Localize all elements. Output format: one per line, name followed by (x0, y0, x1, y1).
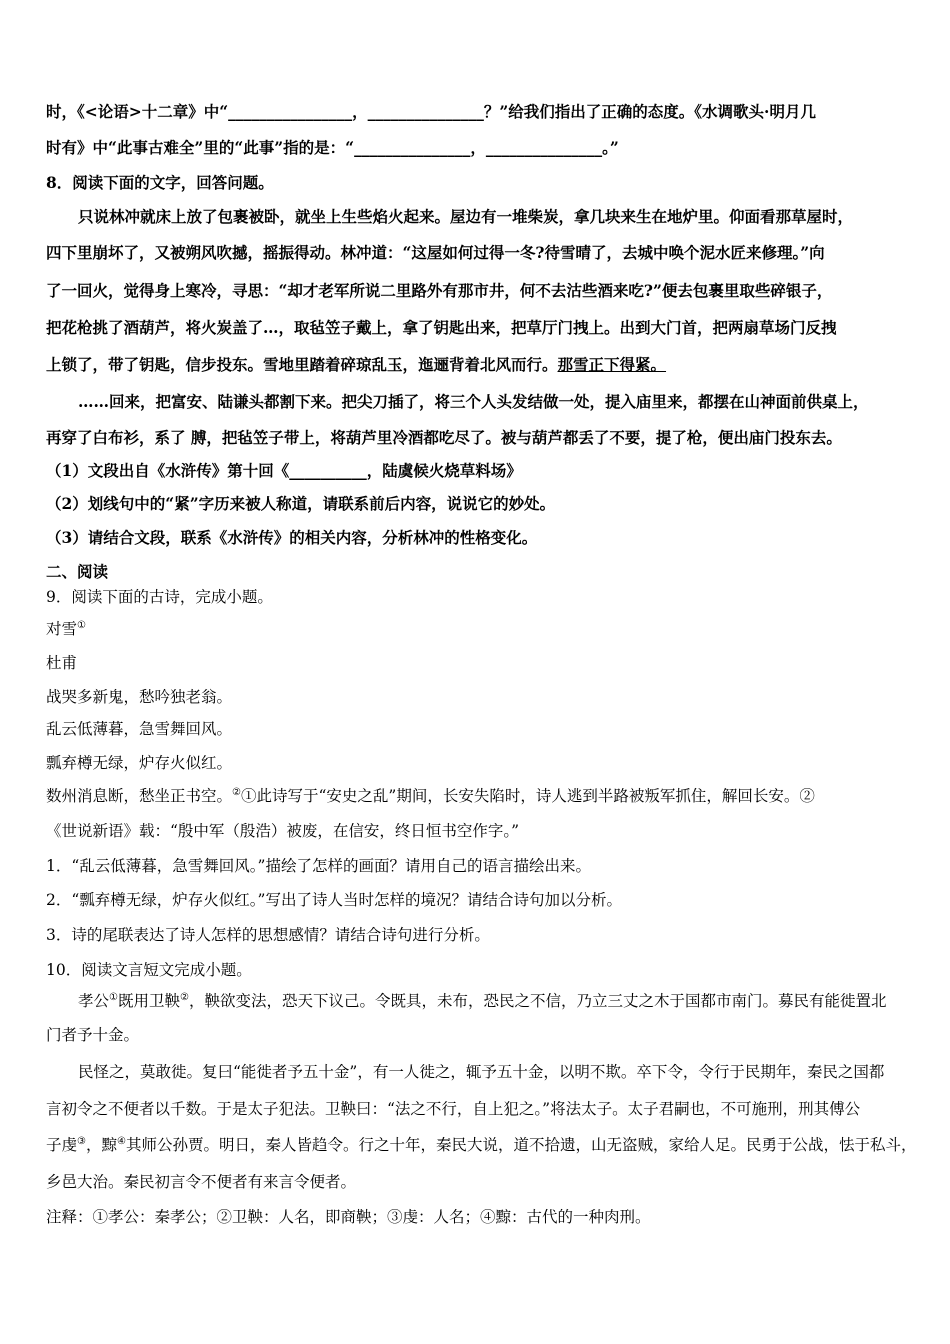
q10-passage-line (46, 1134, 920, 1156)
q10-passage-line: 言初令之不便者以千数。于是太子犯法。卫鞅曰：“法之不行，自上犯之。”将法太子。太子君嗣也，不可施刑，刑其傅公 (46, 1100, 861, 1118)
q9-question: 1．“乱云低薄暮，急雪舞回风。”描绘了怎样的画面？请用自己的语言描绘出来。 (46, 857, 591, 875)
q8-subquestion-2: （2）划线句中的“紧”字历来被人称道，请联系前后内容，说说它的妙处。 (46, 494, 556, 513)
q8-passage-line: 再穿了白布衫，系了 膊，把毡笠子带上，将葫芦里冷酒都吃尽了。被与葫芦都丢了不要，提了枪，便出庙门投东去。 (46, 428, 842, 447)
q10-notes: 注释：①孝公：秦孝公；②卫鞅：人名，即商鞅；③虔：人名；④黥：古代的一种肉刑。 (46, 1208, 651, 1226)
poem-line: 战哭多新鬼，愁吟独老翁。 (46, 688, 233, 706)
section-heading: 二、阅读 (46, 562, 109, 581)
q10-passage-line: 门者予十金。 (46, 1026, 140, 1044)
q7-tail-line-1: 时，《<论语>十二章》中“________________，_______________？”给我们指出了正确的态度。《水调歌头·明月几 (46, 102, 816, 121)
q8-prompt: 8．阅读下面的文字，回答问题。 (46, 173, 274, 192)
q8-passage-line: 了一回火，觉得身上寒冷，寻思：“却才老军所说二里路外有那市井，何不去沽些酒来吃?”便去包裹里取些碎银子， (46, 281, 833, 300)
note-mark: ④ (117, 1135, 126, 1147)
note-mark: ② (180, 991, 189, 1003)
q8-passage-text: 上锁了，带了钥匙，信步投东。雪地里踏着碎琼乱玉，迤逦背着北风而行。 (46, 355, 558, 374)
poem-author: 杜甫 (46, 654, 78, 672)
poem-title (46, 618, 920, 640)
q10-prompt: 10．阅读文言短文完成小题。 (46, 961, 252, 979)
q10-text: ，黥 (85, 1136, 117, 1154)
q9-question: 2．“瓢弃樽无绿，炉存火似红。”写出了诗人当时怎样的境况？请结合诗句加以分析。 (46, 891, 622, 909)
q8-passage-line: 只说林冲就床上放了包裹被卧，就坐上生些焰火起来。屋边有一堆柴炭，拿几块来生在地炉里。仰面看那草屋时， (78, 207, 854, 226)
poem-line: 瓢弃樽无绿，炉存火似红。 (46, 754, 233, 772)
note-mark: ② (232, 786, 241, 798)
q8-passage-line: ……回来，把富安、陆谦头都割下来。把尖刀插了，将三个人头发结做一处，提入庙里来，都摆在山神面前供桌上， (78, 392, 869, 411)
q8-subquestion-3: （3）请结合文段，联系《水浒传》的相关内容，分析林冲的性格变化。 (46, 528, 538, 547)
poem-note-a: ①此诗写于“安史之乱”期间，长安失陷时，诗人逃到半路被叛军抓住，解回长安。② (240, 787, 815, 805)
poem-title-text: 对雪 (46, 620, 78, 638)
q10-text: 其师公孙贾。明日，秦人皆趋令。行之十年，秦民大说，道不拾遗，山无盗贼，家给人足。民勇于公战，怯于私斗， (125, 1136, 917, 1154)
q10-passage-line: 民怪之，莫敢徙。复曰“能徙者予五十金”，有一人徙之，辄予五十金，以明不欺。卒下令，令行于民期年，秦民之国都 (78, 1063, 885, 1081)
q8-passage-line: 把花枪挑了酒葫芦，将火炭盖了…，取毡笠子戴上，拿了钥匙出来，把草厅门拽上。出到大门首，把两扇草场门反拽 (46, 318, 837, 337)
q8-passage-line (46, 354, 920, 376)
q8-subquestion-1: （1）文段出自《水浒传》第十回《__________，陆虞候火烧草料场》 (46, 461, 522, 480)
q10-text: 子虔 (46, 1136, 78, 1154)
underlined-sentence: 那雪正下得紧。 (557, 355, 667, 374)
note-mark: ① (109, 991, 118, 1003)
poem-line: 乱云低薄暮，急雪舞回风。 (46, 720, 233, 738)
poem-note-b: 《世说新语》载：“殷中军（殷浩）被废，在信安，终日恒书空作字。” (46, 822, 520, 840)
q10-passage-line: 乡邑大治。秦民初言令不便者有来言令便者。 (46, 1173, 357, 1191)
q9-question: 3．诗的尾联表达了诗人怎样的思想感情？请结合诗句进行分析。 (46, 926, 490, 944)
q9-prompt: 9．阅读下面的古诗，完成小题。 (46, 588, 273, 606)
q7-tail-line-2: 时有》中“此事古难全”里的“此事”指的是：“_______________，_______________。” (46, 138, 619, 157)
poem-line (46, 785, 920, 807)
q10-text: 既用卫鞅 (117, 992, 180, 1010)
note-mark: ③ (77, 1135, 86, 1147)
q10-passage-line (78, 990, 920, 1012)
q10-text: ，鞅欲变法，恐天下议己。令既具，未布，恐民之不信，乃立三丈之木于国都市南门。募民有能徙置北 (188, 992, 887, 1010)
q8-passage-line: 四下里崩坏了，又被朔风吹撼，摇振得动。林冲道：“这屋如何过得一冬?待雪晴了，去城中唤个泥水匠来修理。”向 (46, 243, 825, 262)
q10-text: 孝公 (78, 992, 110, 1010)
poem-last-line: 数州消息断，愁坐正书空。 (46, 787, 233, 805)
note-mark: ① (77, 619, 86, 631)
